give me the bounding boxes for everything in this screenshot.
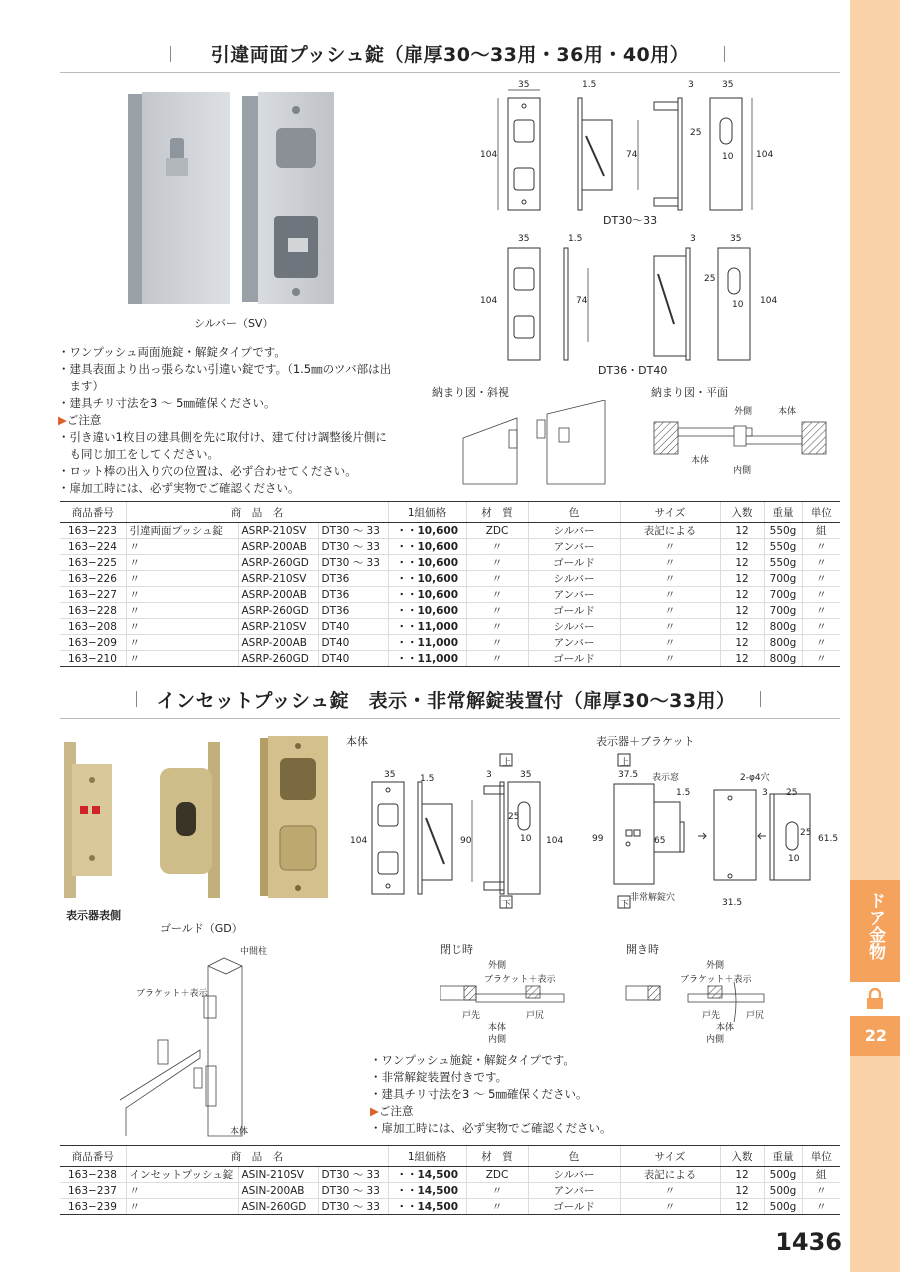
unit-cell: 組 xyxy=(802,523,840,539)
color-cell: アンバー xyxy=(528,539,620,555)
product-name-cell: 引違両面プッシュ錠 xyxy=(126,523,238,539)
dim-74-b: 74 xyxy=(576,296,588,306)
product-code-cell: 163−208 xyxy=(60,619,126,635)
material-cell: ZDC xyxy=(466,1167,528,1183)
material-cell: 〃 xyxy=(466,587,528,603)
size-cell: 表記による xyxy=(620,523,720,539)
open-door-edge: 戸先 xyxy=(702,1011,721,1021)
dim-35-b: 35 xyxy=(722,80,734,90)
quantity-cell: 12 xyxy=(720,635,764,651)
dim2-37-5: 37.5 xyxy=(618,770,639,780)
product-code-cell: 163−210 xyxy=(60,651,126,667)
section2-rule xyxy=(60,718,840,719)
color-cell: シルバー xyxy=(528,523,620,539)
dim2-3-b: 3 xyxy=(762,788,768,798)
note-item: ・ロット棒の出入り穴の位置は、必ず合わせてください。 xyxy=(58,464,357,478)
weight-cell: 800g xyxy=(764,651,802,667)
price-cell: ・・10,600 xyxy=(388,555,466,571)
price-cell: ・・10,600 xyxy=(388,571,466,587)
quantity-cell: 12 xyxy=(720,523,764,539)
gold-photo-caption: ゴールド（GD） xyxy=(160,922,243,935)
bullet-item: ます） xyxy=(58,379,104,393)
indicator-front-caption: 表示器表側 xyxy=(66,909,121,922)
note-item: も同じ加工をしてください。 xyxy=(58,447,219,461)
product-code-cell: 163−224 xyxy=(60,539,126,555)
material-cell: 〃 xyxy=(466,651,528,667)
door-thickness-cell: DT30 〜 33 xyxy=(318,539,388,555)
dim2-90: 90 xyxy=(460,836,472,846)
product-code-cell: 163−223 xyxy=(60,523,126,539)
material-cell: 〃 xyxy=(466,603,528,619)
section1-spec-table xyxy=(60,501,840,667)
dim-104-a: 104 xyxy=(480,150,498,160)
quantity-cell: 12 xyxy=(720,1167,764,1183)
product-code-cell: 163−227 xyxy=(60,587,126,603)
note-item: ・扉加工時には、必ず実物でご確認ください。 xyxy=(58,481,300,495)
model-number-cell: ASRP-210SV xyxy=(238,571,318,587)
open-body: 本体 xyxy=(716,1023,735,1033)
unit-cell: 〃 xyxy=(802,1183,840,1199)
note-triangle-icon: ▶ xyxy=(58,413,67,427)
product-code-cell: 163−238 xyxy=(60,1167,126,1183)
dim-10-a: 10 xyxy=(722,152,734,162)
plan-body-label-bottom: 本体 xyxy=(691,456,710,466)
dim2-35-a: 35 xyxy=(384,770,396,780)
product-name-cell: 〃 xyxy=(126,651,238,667)
note-label: ご注意 xyxy=(66,413,102,427)
dim-35-c: 35 xyxy=(518,234,530,244)
plan-inside-label: 内側 xyxy=(733,466,752,476)
dim-74-a: 74 xyxy=(626,150,638,160)
table-row xyxy=(60,555,840,571)
top-marker-b: 上 xyxy=(620,758,630,768)
dt36-label: DT36・DT40 xyxy=(598,364,668,377)
header-qty: 入数 xyxy=(720,1146,764,1167)
body-drawing xyxy=(348,752,568,910)
price-cell: ・・11,000 xyxy=(388,651,466,667)
model-number-cell: ASRP-260GD xyxy=(238,603,318,619)
dim-1-5-b: 1.5 xyxy=(568,234,583,244)
dim-10-b: 10 xyxy=(732,300,744,310)
door-thickness-cell: DT30 〜 33 xyxy=(318,1199,388,1215)
color-cell: ゴールド xyxy=(528,555,620,571)
product-code-cell: 163−226 xyxy=(60,571,126,587)
silver-photo-caption: シルバー（SV） xyxy=(194,317,274,330)
quantity-cell: 12 xyxy=(720,619,764,635)
silver-lock-photo xyxy=(118,88,346,310)
product-code-cell: 163−239 xyxy=(60,1199,126,1215)
title2-divider-right xyxy=(760,691,761,707)
unit-cell: 〃 xyxy=(802,619,840,635)
color-cell: シルバー xyxy=(528,619,620,635)
dim2-104-a: 104 xyxy=(350,836,368,846)
door-thickness-cell: DT30 〜 33 xyxy=(318,555,388,571)
dim2-10-b: 10 xyxy=(788,854,800,864)
sidebar-bottom-band xyxy=(850,1056,900,1272)
note-item: ・引き違い1枚目の建具側を先に取付け、建て付け調整後片側に xyxy=(58,430,387,444)
window-label: 表示窓 xyxy=(652,773,680,783)
unit-cell: 〃 xyxy=(802,603,840,619)
price-cell: ・・10,600 xyxy=(388,587,466,603)
product-name-cell: 〃 xyxy=(126,603,238,619)
closed-body: 本体 xyxy=(488,1023,507,1033)
unit-cell: 〃 xyxy=(802,651,840,667)
quantity-cell: 12 xyxy=(720,571,764,587)
plan-body-label-top: 本体 xyxy=(778,407,797,417)
product-name-cell: インセットプッシュ錠 xyxy=(126,1167,238,1183)
header-code: 商品番号 xyxy=(60,1146,126,1167)
unit-cell: 〃 xyxy=(802,1199,840,1215)
door-thickness-cell: DT40 xyxy=(318,635,388,651)
bottom-marker-a: 下 xyxy=(502,900,512,910)
model-number-cell: ASRP-210SV xyxy=(238,523,318,539)
header-price: 1組価格 xyxy=(388,1146,466,1167)
closed-bracket: ブラケット＋表示 xyxy=(484,975,556,985)
header-weight: 重量 xyxy=(764,502,802,523)
plan-outside-label: 外側 xyxy=(734,407,753,417)
section2-spec-table xyxy=(60,1145,840,1215)
header-unit: 単位 xyxy=(802,502,840,523)
color-cell: ゴールド xyxy=(528,603,620,619)
dim2-3: 3 xyxy=(486,770,492,780)
material-cell: 〃 xyxy=(466,555,528,571)
weight-cell: 700g xyxy=(764,587,802,603)
section2-bullets xyxy=(370,1052,612,1137)
product-name-cell: 〃 xyxy=(126,539,238,555)
dim2-99: 99 xyxy=(592,834,604,844)
product-name-cell: 〃 xyxy=(126,619,238,635)
bullet-item: ・ワンプッシュ両面施錠・解錠タイプです。 xyxy=(58,345,286,359)
door-thickness-cell: DT40 xyxy=(318,651,388,667)
dim-104-d: 104 xyxy=(760,296,778,306)
section1-title: 引違両面プッシュ錠（扉厚30〜33用・36用・40用） xyxy=(210,44,690,66)
table-row xyxy=(60,651,840,667)
product-name-cell: 〃 xyxy=(126,1183,238,1199)
dim2-10-a: 10 xyxy=(520,834,532,844)
dim2-25-c: 25 xyxy=(800,828,812,838)
bullet-item: ・非常解錠装置付きです。 xyxy=(370,1070,508,1084)
perspective-diagram xyxy=(455,400,620,486)
bracket-display-label: ブラケット＋表示 xyxy=(136,989,208,999)
material-cell: 〃 xyxy=(466,1183,528,1199)
door-thickness-cell: DT36 xyxy=(318,587,388,603)
header-price: 1組価格 xyxy=(388,502,466,523)
table-row xyxy=(60,587,840,603)
indicator-front-photo xyxy=(60,740,120,900)
weight-cell: 500g xyxy=(764,1183,802,1199)
model-number-cell: ASIN-260GD xyxy=(238,1199,318,1215)
table-row xyxy=(60,539,840,555)
size-cell: 〃 xyxy=(620,1183,720,1199)
header-code: 商品番号 xyxy=(60,502,126,523)
dim-3-a: 3 xyxy=(688,80,694,90)
open-inside: 内側 xyxy=(706,1035,725,1045)
sidebar-category-label: ドア金物 xyxy=(865,892,885,960)
header-qty: 入数 xyxy=(720,502,764,523)
closed-outside: 外側 xyxy=(488,961,507,971)
closed-door-rear: 戸尻 xyxy=(526,1011,545,1021)
product-name-cell: 〃 xyxy=(126,571,238,587)
model-number-cell: ASRP-200AB xyxy=(238,587,318,603)
column-label: 中間柱 xyxy=(240,947,268,957)
size-cell: 〃 xyxy=(620,603,720,619)
size-cell: 〃 xyxy=(620,1199,720,1215)
indicator-drawing-label: 表示器＋ブラケット xyxy=(596,735,695,748)
unit-cell: 〃 xyxy=(802,555,840,571)
table-row xyxy=(60,523,840,539)
door-thickness-cell: DT36 xyxy=(318,571,388,587)
model-number-cell: ASRP-260GD xyxy=(238,651,318,667)
header-size: サイズ xyxy=(620,502,720,523)
weight-cell: 550g xyxy=(764,555,802,571)
bullet-item: ・建具チリ寸法を3 〜 5㎜確保ください。 xyxy=(370,1087,588,1101)
material-cell: 〃 xyxy=(466,1199,528,1215)
price-cell: ・・11,000 xyxy=(388,635,466,651)
holes-label: 2-φ4穴 xyxy=(740,773,770,783)
color-cell: ゴールド xyxy=(528,1199,620,1215)
perspective-label: 納まり図・斜視 xyxy=(432,386,509,399)
section1-bullets xyxy=(58,344,391,497)
weight-cell: 800g xyxy=(764,635,802,651)
column-body-label: 本体 xyxy=(230,1127,249,1137)
material-cell: 〃 xyxy=(466,539,528,555)
quantity-cell: 12 xyxy=(720,587,764,603)
unit-cell: 組 xyxy=(802,1167,840,1183)
bottom-marker-b: 下 xyxy=(620,900,630,910)
weight-cell: 800g xyxy=(764,619,802,635)
size-cell: 〃 xyxy=(620,539,720,555)
size-cell: 〃 xyxy=(620,635,720,651)
door-thickness-cell: DT40 xyxy=(318,619,388,635)
column-diagram xyxy=(100,940,270,1140)
material-cell: ZDC xyxy=(466,523,528,539)
note-item: ・扉加工時には、必ず実物でご確認ください。 xyxy=(370,1121,612,1135)
dim2-1-5: 1.5 xyxy=(420,774,435,784)
quantity-cell: 12 xyxy=(720,555,764,571)
plan-label: 納まり図・平面 xyxy=(651,386,728,399)
dim2-61-5: 61.5 xyxy=(818,834,839,844)
door-thickness-cell: DT30 〜 33 xyxy=(318,1183,388,1199)
model-number-cell: ASRP-260GD xyxy=(238,555,318,571)
unit-cell: 〃 xyxy=(802,539,840,555)
note-label: ご注意 xyxy=(378,1104,414,1118)
quantity-cell: 12 xyxy=(720,603,764,619)
door-thickness-cell: DT30 〜 33 xyxy=(318,523,388,539)
dim2-104-b: 104 xyxy=(546,836,564,846)
size-cell: 〃 xyxy=(620,587,720,603)
unit-cell: 〃 xyxy=(802,587,840,603)
dim2-35-b: 35 xyxy=(520,770,532,780)
material-cell: 〃 xyxy=(466,635,528,651)
bullet-item: ・ワンプッシュ施錠・解錠タイプです。 xyxy=(370,1053,575,1067)
closed-label: 閉じ時 xyxy=(440,943,473,956)
header-name: 商 品 名 xyxy=(126,1146,388,1167)
body-drawing-label: 本体 xyxy=(346,735,368,748)
unit-cell: 〃 xyxy=(802,571,840,587)
product-code-cell: 163−228 xyxy=(60,603,126,619)
price-cell: ・・10,600 xyxy=(388,539,466,555)
product-code-cell: 163−237 xyxy=(60,1183,126,1199)
model-number-cell: ASIN-210SV xyxy=(238,1167,318,1183)
header-size: サイズ xyxy=(620,1146,720,1167)
color-cell: アンバー xyxy=(528,587,620,603)
quantity-cell: 12 xyxy=(720,539,764,555)
quantity-cell: 12 xyxy=(720,1183,764,1199)
table-row xyxy=(60,571,840,587)
door-thickness-cell: DT30 〜 33 xyxy=(318,1167,388,1183)
header-color: 色 xyxy=(528,502,620,523)
open-bracket: ブラケット＋表示 xyxy=(680,975,752,985)
bullet-item: ・建具表面より出っ張らない引違い錠です。（1.5㎜のツバ部は出 xyxy=(58,362,392,376)
dim-104-c: 104 xyxy=(480,296,498,306)
table-row xyxy=(60,1199,840,1215)
top-marker-a: 上 xyxy=(502,758,512,768)
price-cell: ・・11,000 xyxy=(388,619,466,635)
color-cell: ゴールド xyxy=(528,651,620,667)
header-unit: 単位 xyxy=(802,1146,840,1167)
weight-cell: 550g xyxy=(764,539,802,555)
open-diagram xyxy=(624,958,774,1044)
open-outside: 外側 xyxy=(706,961,725,971)
price-cell: ・・14,500 xyxy=(388,1199,466,1215)
table-row xyxy=(60,1167,840,1183)
table-row xyxy=(60,1183,840,1199)
price-cell: ・・14,500 xyxy=(388,1183,466,1199)
product-name-cell: 〃 xyxy=(126,587,238,603)
dim2-25-a: 25 xyxy=(508,812,520,822)
size-cell: 〃 xyxy=(620,651,720,667)
price-cell: ・・14,500 xyxy=(388,1167,466,1183)
material-cell: 〃 xyxy=(466,619,528,635)
size-cell: 〃 xyxy=(620,571,720,587)
price-cell: ・・10,600 xyxy=(388,603,466,619)
dt30-drawing xyxy=(478,80,798,230)
color-cell: アンバー xyxy=(528,1183,620,1199)
model-number-cell: ASRP-200AB xyxy=(238,539,318,555)
header-material: 材 質 xyxy=(466,1146,528,1167)
section1-rule xyxy=(60,72,840,73)
dt30-label: DT30〜33 xyxy=(603,214,658,227)
quantity-cell: 12 xyxy=(720,651,764,667)
indicator-drawing xyxy=(590,752,840,912)
product-name-cell: 〃 xyxy=(126,635,238,651)
dim-104-b: 104 xyxy=(756,150,774,160)
weight-cell: 500g xyxy=(764,1167,802,1183)
size-cell: 〃 xyxy=(620,555,720,571)
unit-cell: 〃 xyxy=(802,635,840,651)
model-number-cell: ASRP-210SV xyxy=(238,619,318,635)
weight-cell: 700g xyxy=(764,603,802,619)
size-cell: 表記による xyxy=(620,1167,720,1183)
header-material: 材 質 xyxy=(466,502,528,523)
weight-cell: 500g xyxy=(764,1199,802,1215)
material-cell: 〃 xyxy=(466,571,528,587)
size-cell: 〃 xyxy=(620,619,720,635)
open-door-rear: 戸尻 xyxy=(746,1011,765,1021)
closed-inside: 内側 xyxy=(488,1035,507,1045)
dim-25-b: 25 xyxy=(704,274,716,284)
sidebar-top-band xyxy=(850,0,900,880)
table-row xyxy=(60,603,840,619)
price-cell: ・・10,600 xyxy=(388,523,466,539)
model-number-cell: ASRP-200AB xyxy=(238,635,318,651)
table-row xyxy=(60,635,840,651)
dt36-drawing xyxy=(478,234,798,366)
closed-door-edge: 戸先 xyxy=(462,1011,481,1021)
weight-cell: 550g xyxy=(764,523,802,539)
dim-35-a: 35 xyxy=(518,80,530,90)
table-header-row xyxy=(60,502,840,523)
model-number-cell: ASIN-200AB xyxy=(238,1183,318,1199)
quantity-cell: 12 xyxy=(720,1199,764,1215)
table-row xyxy=(60,619,840,635)
header-name: 商 品 名 xyxy=(126,502,388,523)
weight-cell: 700g xyxy=(764,571,802,587)
product-name-cell: 〃 xyxy=(126,555,238,571)
section2-title: インセットプッシュ錠 表示・非常解錠装置付（扉厚30〜33用） xyxy=(156,690,736,712)
dim-1-5-a: 1.5 xyxy=(582,80,597,90)
header-color: 色 xyxy=(528,1146,620,1167)
dim-3-b: 3 xyxy=(690,234,696,244)
dim2-1-5-b: 1.5 xyxy=(676,788,691,798)
indicator-back-photo xyxy=(154,738,224,902)
dim2-65: 65 xyxy=(654,836,666,846)
sidebar-chapter-number: 22 xyxy=(864,1026,887,1045)
product-name-cell: 〃 xyxy=(126,1199,238,1215)
product-code-cell: 163−225 xyxy=(60,555,126,571)
table-header-row xyxy=(60,1146,840,1167)
note-triangle-icon: ▶ xyxy=(370,1104,379,1118)
dim2-25-b: 25 xyxy=(786,788,798,798)
gold-lock-photo xyxy=(256,734,336,900)
bullet-item: ・建具チリ寸法を3 〜 5㎜確保ください。 xyxy=(58,396,276,410)
color-cell: アンバー xyxy=(528,635,620,651)
color-cell: シルバー xyxy=(528,571,620,587)
header-weight: 重量 xyxy=(764,1146,802,1167)
page-number: 1436 xyxy=(775,1228,842,1256)
open-label: 開き時 xyxy=(626,943,659,956)
product-code-cell: 163−209 xyxy=(60,635,126,651)
dim-35-d: 35 xyxy=(730,234,742,244)
dim-25-a: 25 xyxy=(690,128,702,138)
lock-icon xyxy=(865,988,885,1010)
dim2-31-5: 31.5 xyxy=(722,898,743,908)
color-cell: シルバー xyxy=(528,1167,620,1183)
door-thickness-cell: DT36 xyxy=(318,603,388,619)
emergency-label: 非常解錠穴 xyxy=(630,893,676,903)
title-divider-right xyxy=(724,46,725,62)
